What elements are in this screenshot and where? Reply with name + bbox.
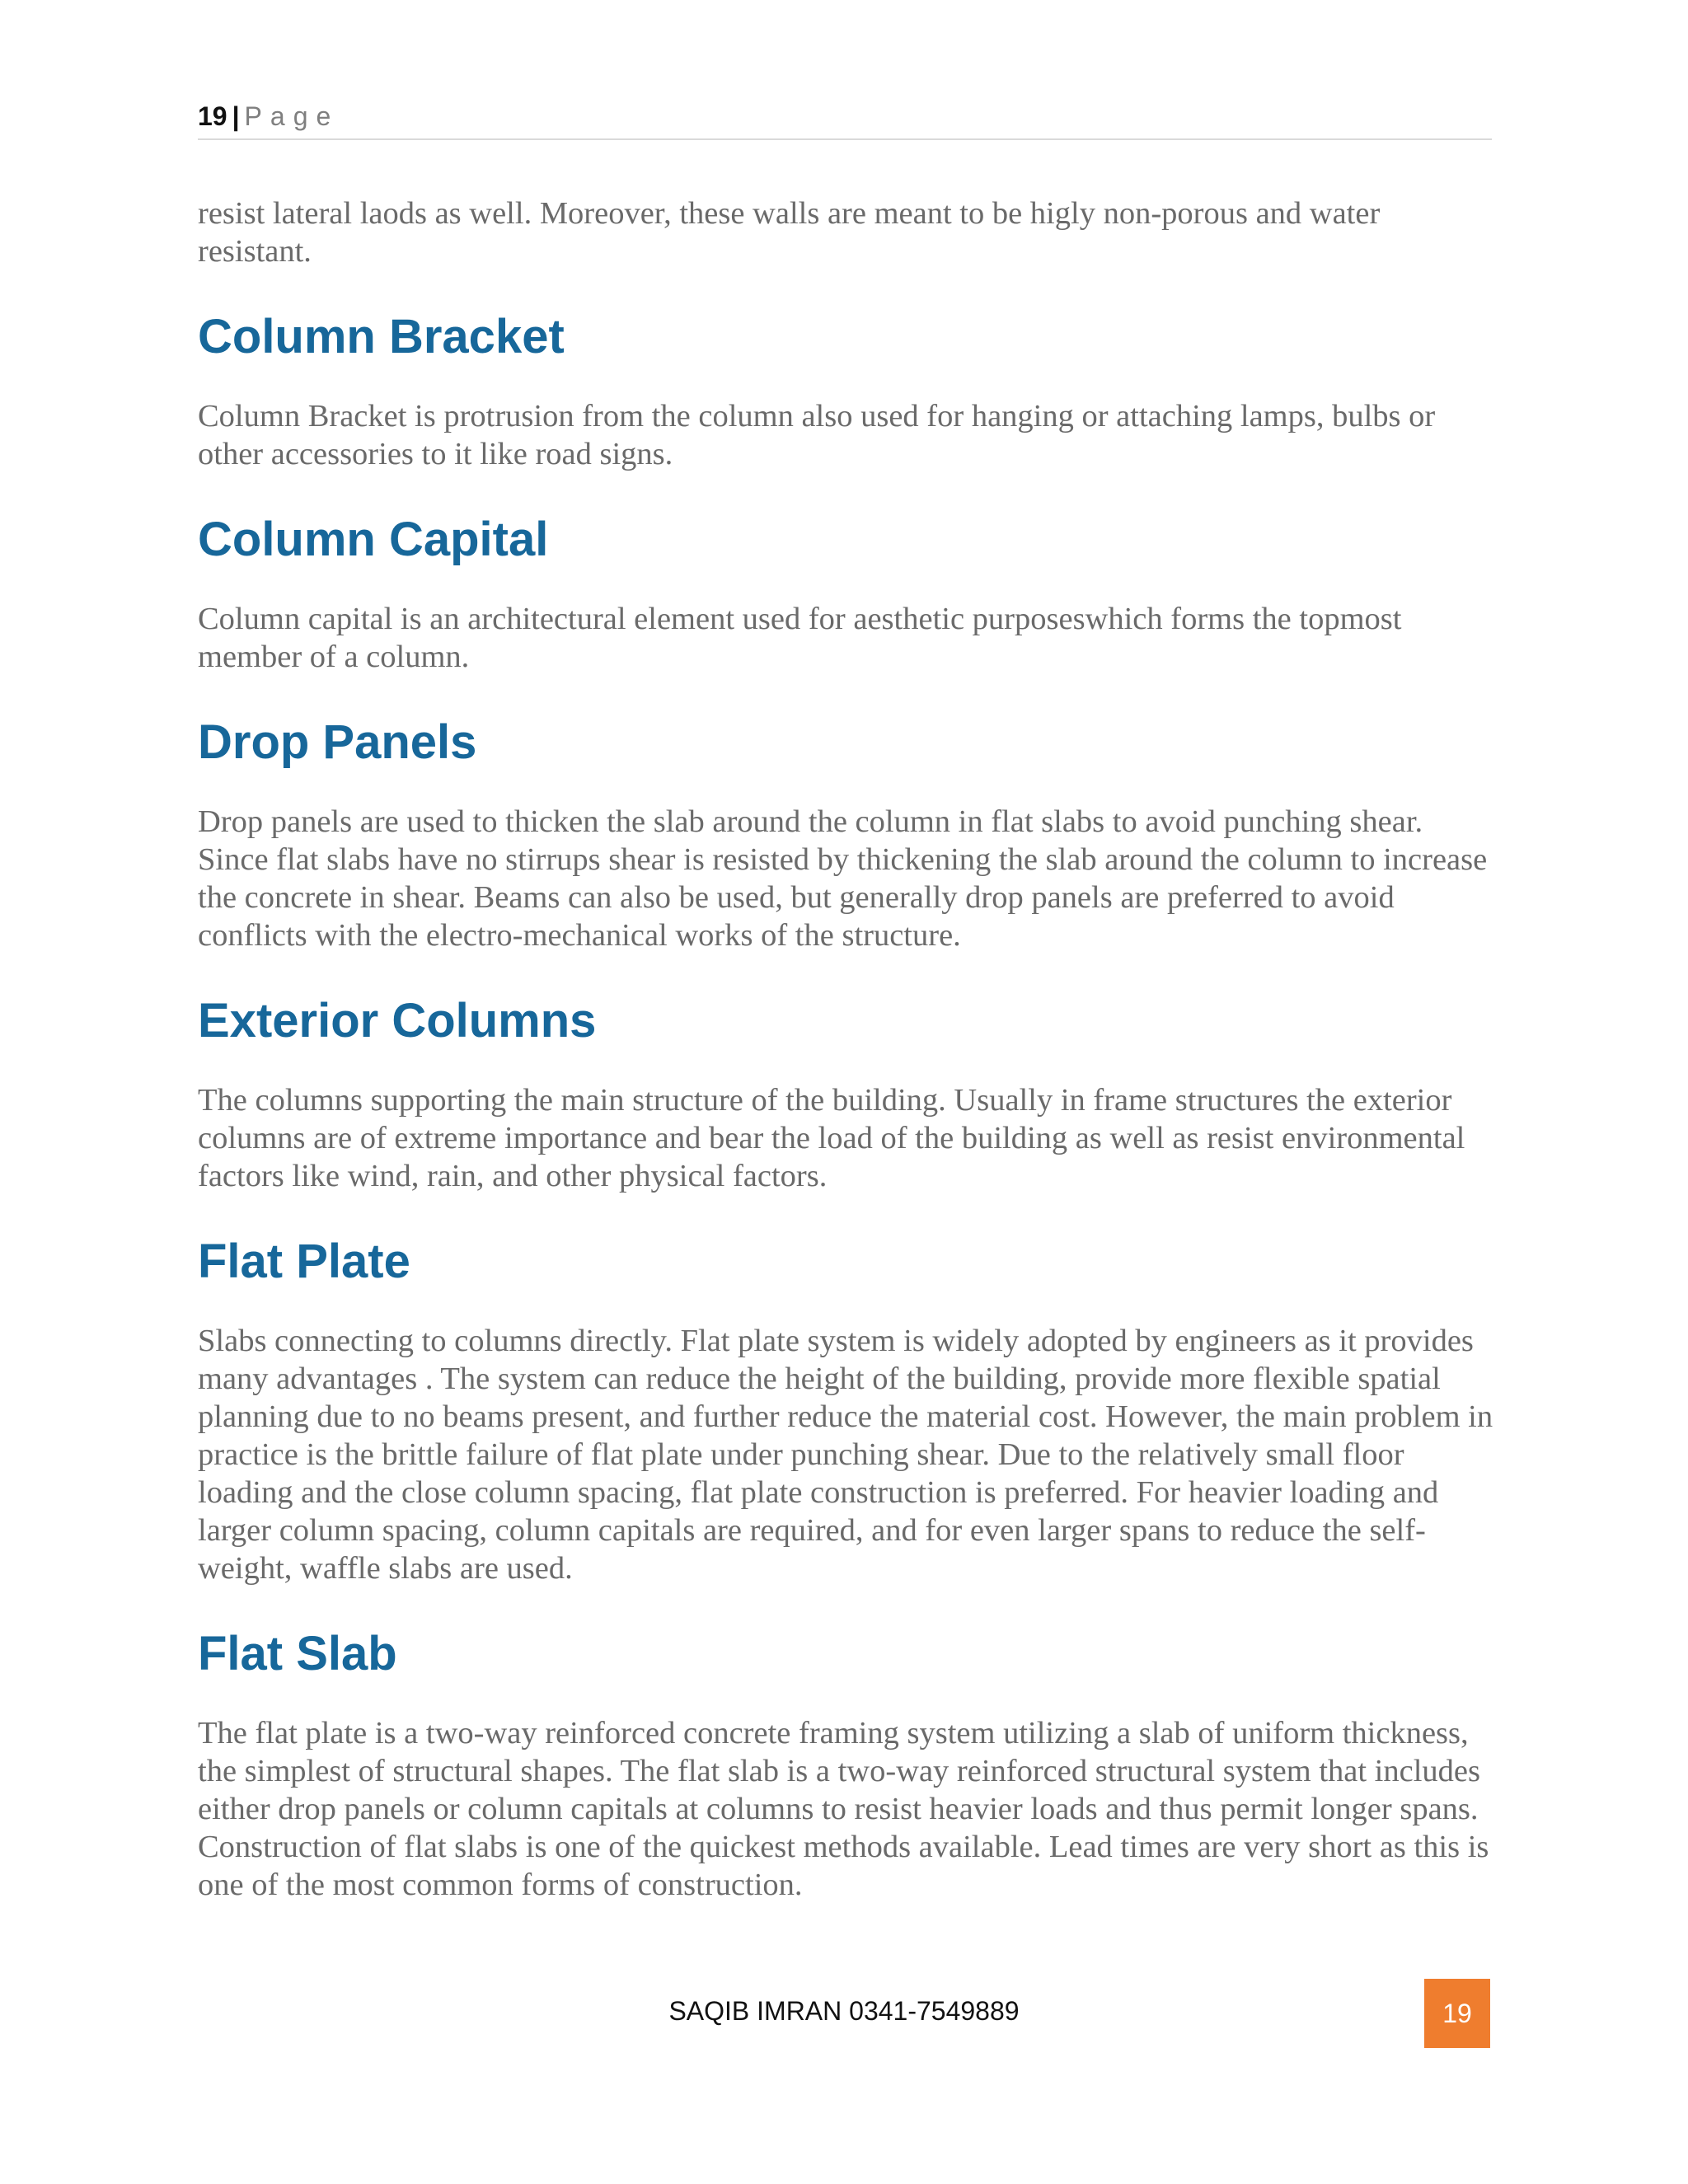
page-header [198,97,1492,140]
header-page-number: 19 [198,101,227,131]
footer-author: SAQIB IMRAN 0341-7549889 [668,1996,1020,2026]
intro-paragraph: resist lateral laods as well. Moreover, these walls are meant to be higly non-porous and water resistant. [198,196,1381,269]
section-heading-flat-slab: Flat Slab [198,1627,397,1680]
footer-page-number-badge: 19 [1424,1979,1490,2048]
page-content [198,194,1500,1904]
section-heading-flat-plate: Flat Plate [198,1235,410,1288]
header-separator: | [232,101,240,131]
section-body-flat-plate: Slabs connecting to columns directly. Flat plate system is widely adopted by engineers as it provides many advantages . The system can reduce the height of the building, provide more flexible spatial planning due to no beams present, and further reduce the material cost. However, the main problem in practice is the brittle failure of flat plate under punching shear. Due to the relatively small floor loading and the close column spacing, flat plate construction is preferred. For heavier loading and larger column spacing, column capitals are required, and for even larger spans to reduce the self-weight, waffle slabs are used. [198,1324,1493,1586]
section-body-drop-panels: Drop panels are used to thicken the slab around the column in flat slabs to avoid punching shear. Since flat slabs have no stirrups shear is resisted by thickening the slab around the column to increase the concrete in shear. Beams can also be used, but generally drop panels are preferred to avoid conflicts with the electro-mechanical works of the structure. [198,804,1488,953]
section-body-column-capital: Column capital is an architectural element used for aesthetic purposeswhich forms the topmost member of a column. [198,602,1402,674]
section-body-column-bracket: Column Bracket is protrusion from the column also used for hanging or attaching lamps, bulbs or other accessories to it like road signs. [198,399,1436,471]
section-heading-exterior-columns: Exterior Columns [198,994,597,1047]
section-body-flat-slab: The flat plate is a two-way reinforced concrete framing system utilizing a slab of uniform thickness, the simplest of structural shapes. The flat slab is a two-way reinforced structural system that includes either drop panels or column capitals at columns to resist heavier loads and thus permit longer spans. Construction of flat slabs is one of the quickest methods available. Lead times are very short as this is one of the most common forms of construction. [198,1716,1489,1902]
header-page-label: Page [244,101,340,131]
section-heading-column-bracket: Column Bracket [198,310,565,363]
section-heading-column-capital: Column Capital [198,513,549,566]
section-body-exterior-columns: The columns supporting the main structure of the building. Usually in frame structures the exterior columns are of extreme importance and bear the load of the building as well as resist environmental factors like wind, rain, and other physical factors. [198,1083,1465,1193]
section-heading-drop-panels: Drop Panels [198,715,477,769]
